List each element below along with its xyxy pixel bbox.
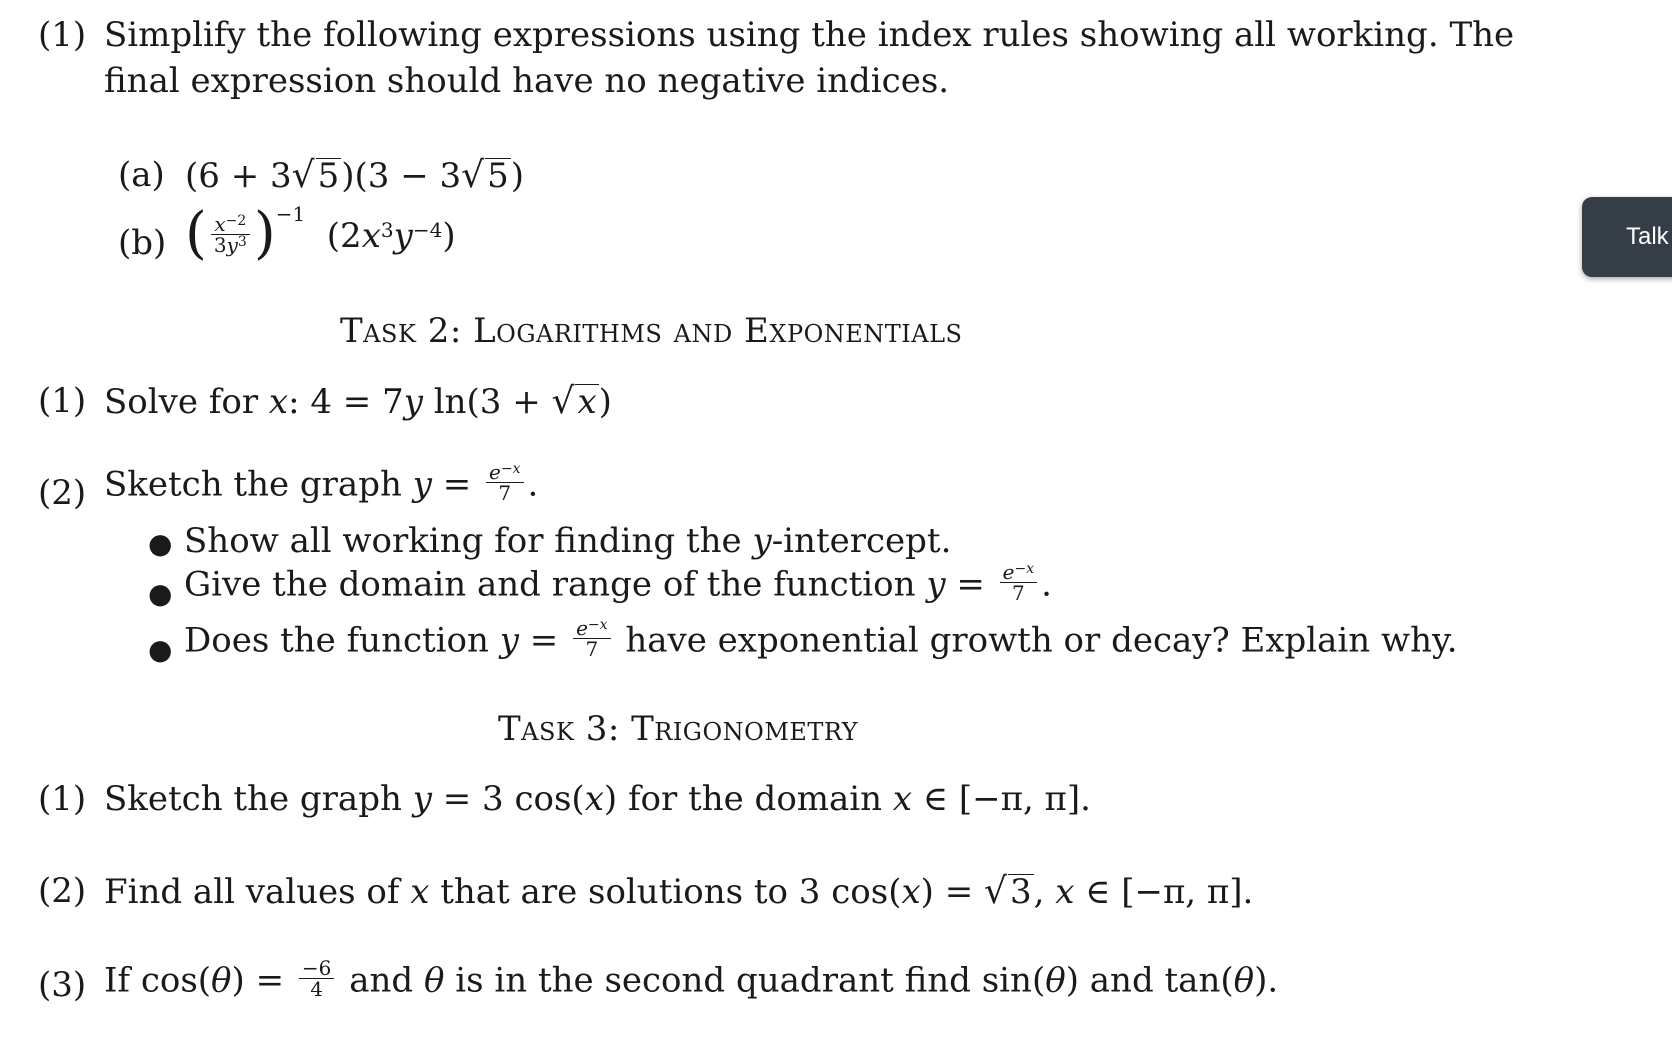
task3-question-3-number: (3) <box>38 965 87 1005</box>
task1-part-a-label: (a) <box>118 155 165 195</box>
task1-part-a-expression: (6 + 3√5)(3 − 3√5) <box>185 155 524 196</box>
task2-bullet-2: Give the domain and range of the function y = $\frac{e^{-x}}{7}$ . <box>184 560 1052 605</box>
task1-part-b-label: (b) <box>118 223 167 263</box>
task1-question-1-line1: Simplify the following expressions using the index rules showing all working. The <box>104 15 1515 55</box>
task3-question-1-number: (1) <box>38 779 87 819</box>
task2-heading: Task 2: Logarithms and Exponentials <box>340 311 963 351</box>
talk-button-label: Talk <box>1626 223 1669 250</box>
task3-question-2-text: Find all values of x that are solutions to 3 cos(x) = √3, x ∈ [−π, π]. <box>104 871 1254 912</box>
task3-question-2-number: (2) <box>38 871 87 911</box>
task3-question-1-text: Sketch the graph y = 3 cos(x) for the domain x ∈ [−π, π]. <box>104 779 1091 819</box>
task3-question-3-text: If cos(θ) = $\frac{-6}{4}$ and θ is in the second quadrant find sin(θ) and tan(θ). <box>104 956 1279 1001</box>
task2-bullet-3: Does the function y = $\frac{e^{-x}}{7}$ have exponential growth or decay? Explain why. <box>184 616 1458 661</box>
task1-question-1-number: (1) <box>38 15 87 55</box>
task2-bullet-1: Show all working for finding the y-intercept. <box>184 521 952 561</box>
task2-question-1-text: Solve for x: 4 = 7y ln(3 + √x) <box>104 381 612 422</box>
task1-question-1-line2: final expression should have no negative indices. <box>104 61 950 101</box>
task3-heading: Task 3: Trigonometry <box>498 709 859 749</box>
bullet-icon: ● <box>148 577 173 610</box>
task2-question-2-number: (2) <box>38 473 87 513</box>
task2-question-2-text: Sketch the graph y = $\frac{e^{-x}}{7}$ . <box>104 460 539 505</box>
bullet-icon: ● <box>148 633 173 666</box>
talk-button[interactable] <box>1582 197 1672 277</box>
bullet-icon: ● <box>148 527 173 560</box>
task2-question-1-number: (1) <box>38 381 87 421</box>
task1-part-b-expression: ( $\frac{x^{-2}}{3y^3}$ )$^{-1}$ $(2x^3y^{-4})$ <box>185 201 456 266</box>
